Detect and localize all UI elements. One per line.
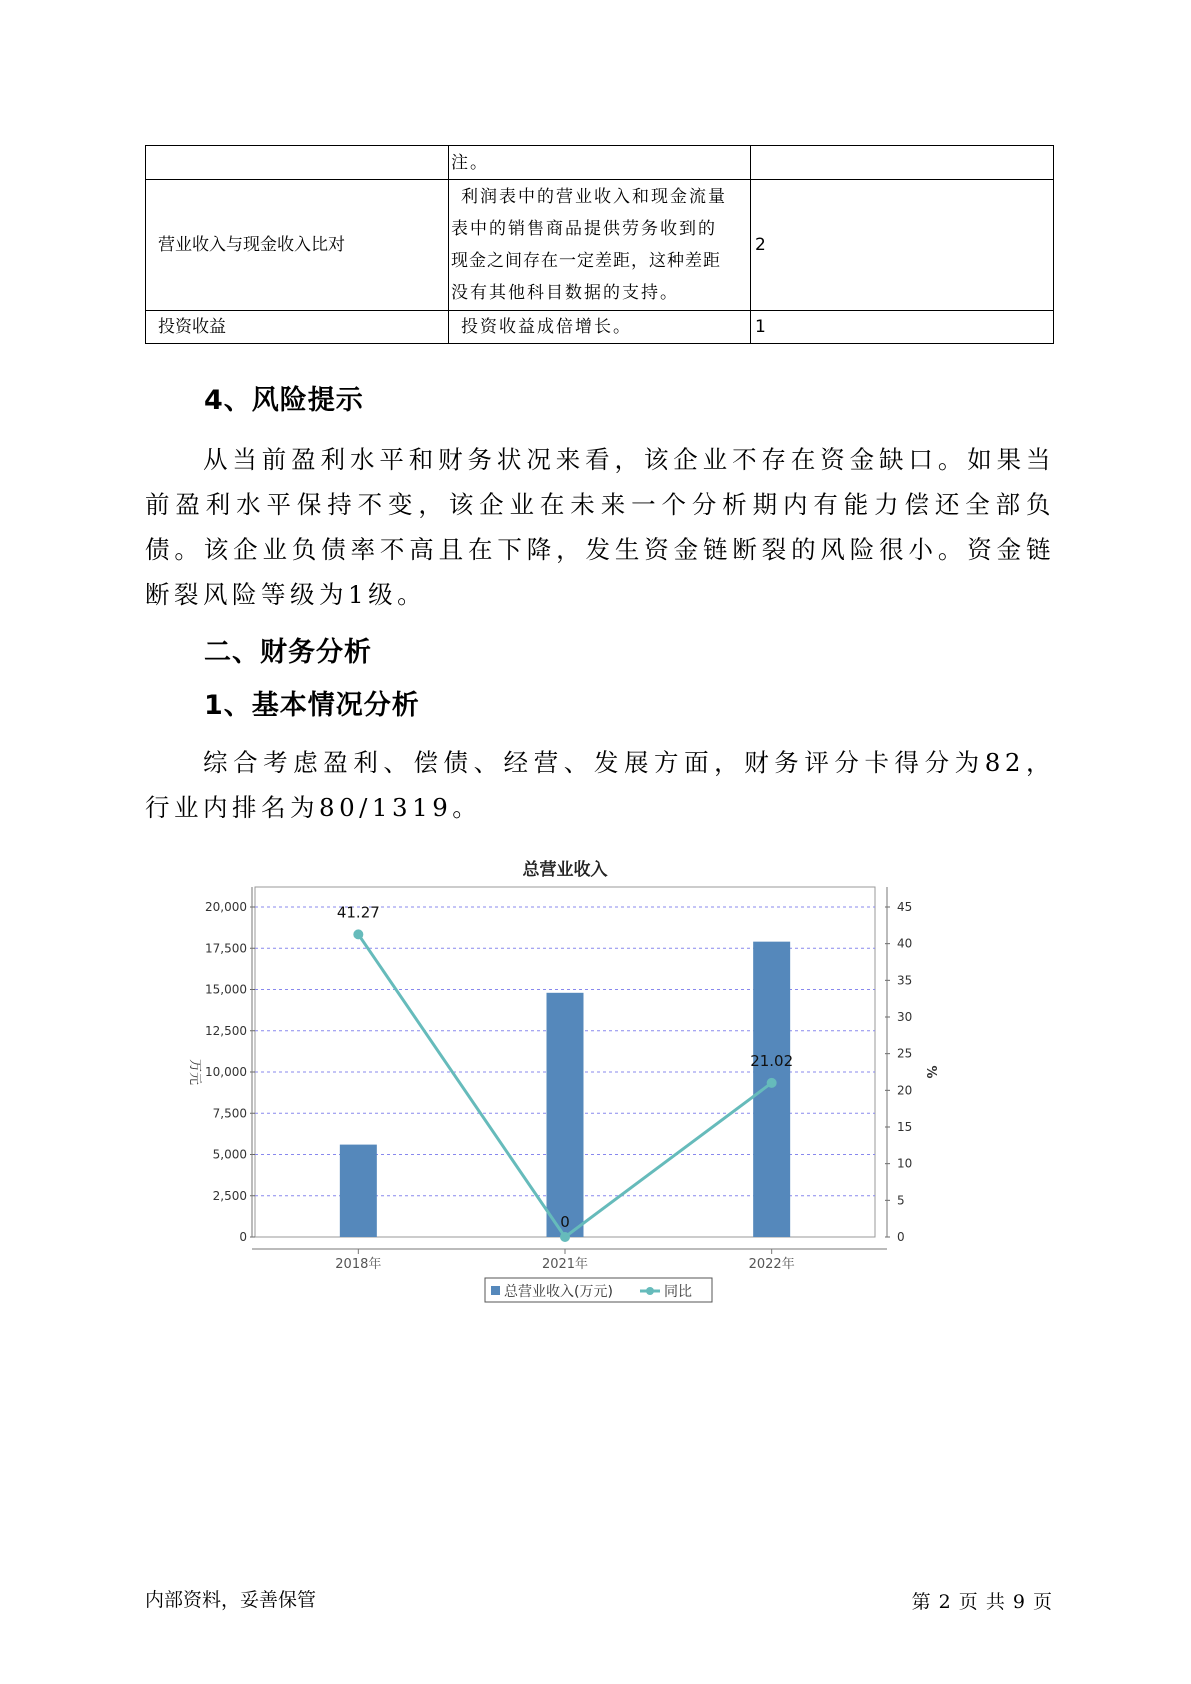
revenue-bar xyxy=(340,1145,377,1237)
y-tick-label: 7,500 xyxy=(212,1106,247,1121)
y2-axis-label: % xyxy=(923,1065,938,1079)
y2-tick-label: 0 xyxy=(897,1230,905,1244)
table-cell-item: 投资收益 xyxy=(146,311,449,344)
yoy-point xyxy=(560,1232,570,1242)
footer-confidential: 内部资料，妥善保管 xyxy=(145,1589,317,1611)
y-tick-label: 2,500 xyxy=(212,1188,247,1203)
revenue-bar xyxy=(547,993,584,1237)
risk-indicator-table xyxy=(145,145,1054,344)
table-cell-value: 1 xyxy=(751,311,1054,344)
y2-tick-label: 15 xyxy=(897,1120,913,1134)
table-cell-desc: 注。 xyxy=(449,146,751,180)
table-cell-item xyxy=(146,146,449,180)
desc-line: 现金之间存在一定差距，这种差距 xyxy=(451,251,721,271)
table-row xyxy=(146,146,1054,180)
yoy-data-label: 41.27 xyxy=(336,903,380,922)
revenue-chart-svg xyxy=(175,855,1035,1315)
y-tick-label: 17,500 xyxy=(205,941,247,956)
y2-tick-label: 25 xyxy=(897,1046,913,1061)
table-cell-desc: 投资收益成倍增长。 xyxy=(449,311,751,344)
x-tick-label: 2021年 xyxy=(541,1257,589,1272)
y-tick-label: 12,500 xyxy=(205,1023,247,1038)
x-tick-label: 2018年 xyxy=(335,1257,382,1272)
yoy-point xyxy=(767,1078,777,1088)
table-cell-desc xyxy=(449,180,751,311)
chart-title: 总营业收入 xyxy=(522,860,608,880)
y-tick-label: 5,000 xyxy=(212,1147,247,1162)
basic-heading: 1、基本情况分析 xyxy=(204,690,420,721)
revenue-bar xyxy=(753,942,790,1237)
table-cell-value: 2 xyxy=(751,180,1054,311)
y2-tick-label: 10 xyxy=(897,1156,913,1171)
legend-swatch-yoy-dot xyxy=(646,1287,654,1295)
y-tick-label: 0 xyxy=(239,1230,247,1244)
y-tick-label: 10,000 xyxy=(205,1065,247,1079)
y-axis-label: 万元 xyxy=(187,1058,202,1086)
legend-label-yoy: 同比 xyxy=(664,1284,692,1300)
table-cell-value xyxy=(751,146,1054,180)
risk-heading: 4、风险提示 xyxy=(204,385,364,416)
legend-label-revenue: 总营业收入(万元) xyxy=(504,1284,613,1300)
footer-page-number: 第 2 页 共 9 页 xyxy=(911,1591,1053,1613)
y2-tick-label: 40 xyxy=(897,936,913,951)
y2-tick-label: 35 xyxy=(897,973,913,988)
y-tick-label: 15,000 xyxy=(205,982,247,997)
legend-swatch-revenue xyxy=(491,1286,500,1295)
desc-line: 利润表中的营业收入和现金流量 xyxy=(461,187,727,207)
y-tick-label: 20,000 xyxy=(205,900,247,914)
table-row xyxy=(146,180,1054,311)
finance-heading: 二、财务分析 xyxy=(204,637,372,668)
yoy-data-label: 0 xyxy=(560,1213,570,1231)
yoy-data-label: 21.02 xyxy=(750,1051,794,1070)
basic-paragraph: 综合考虑盈利、偿债、经营、发展方面，财务评分卡得分为82，行业内排名为80/1319。 xyxy=(145,748,1055,822)
table-cell-item: 营业收入与现金收入比对 xyxy=(146,180,449,311)
risk-paragraph: 从当前盈利水平和财务状况来看，该企业不存在资金缺口。如果当前盈利水平保持不变，该企业在未来一个分析期内有能力偿还全部负债。该企业负债率不高且在下降，发生资金链断裂的风险很小。资金链断裂风险等级为1级。 xyxy=(145,445,1055,609)
y2-tick-label: 20 xyxy=(897,1083,913,1098)
y2-tick-label: 30 xyxy=(897,1010,913,1024)
yoy-point xyxy=(353,929,363,939)
x-tick-label: 2022年 xyxy=(748,1257,795,1272)
desc-line: 表中的销售商品提供劳务收到的 xyxy=(451,219,717,239)
y2-tick-label: 45 xyxy=(897,900,913,914)
desc-line: 没有其他科目数据的支持。 xyxy=(451,283,679,303)
table-row xyxy=(146,311,1054,344)
revenue-chart xyxy=(175,855,1035,1315)
y2-tick-label: 5 xyxy=(897,1193,905,1208)
